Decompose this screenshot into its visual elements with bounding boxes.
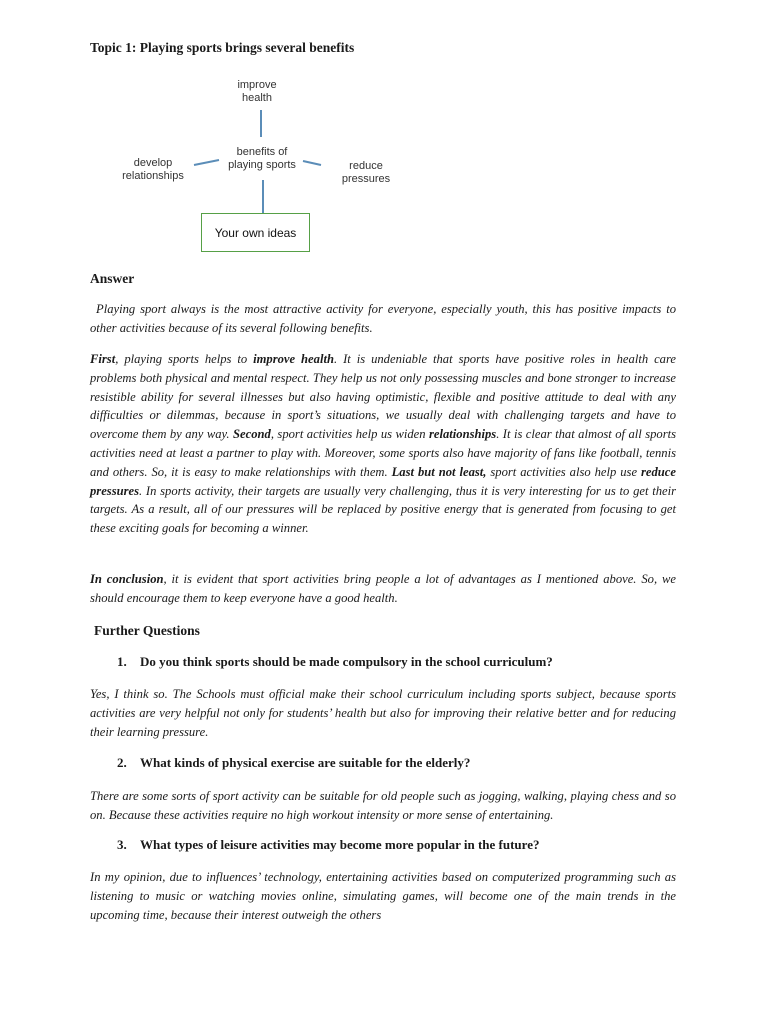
- node-right: [330, 160, 402, 186]
- answer-heading: Answer: [90, 271, 135, 286]
- conclusion-label: In conclusion: [90, 572, 164, 586]
- node-center-line1: benefits of: [236, 146, 288, 158]
- node-right-line1: reduce: [349, 160, 383, 172]
- node-center: [216, 146, 308, 172]
- intro-paragraph: Playing sport always is the most attractive activity for everyone, especially youth, this has positive impacts to other activities because of its several following benefits.: [90, 302, 676, 335]
- conclusion-paragraph: In conclusion, it is evident that sport activities bring people a lot of advantages as I mentioned above. So, we should encourage them to keep everyone have a good health.: [90, 572, 676, 605]
- node-top-line1: improve: [237, 79, 277, 91]
- answer-1: Yes, I think so. The Schools must official make their school curriculum including sports subject, because sports activities are very helpful not only for students’ health but also for improving their relative better and for reducing their learning pressure.: [90, 687, 676, 739]
- node-left: [112, 157, 194, 183]
- node-top-line2: health: [242, 92, 272, 104]
- further-questions-heading: Further Questions: [94, 623, 200, 638]
- question-2: 2. What kinds of physical exercise are suitable for the elderly?: [117, 755, 471, 770]
- node-center-line2: playing sports: [228, 159, 296, 171]
- answer-3: In my opinion, due to influences’ technology, entertaining activities based on computerized programming such as listening to music or watching movies online, simulating games, will become one of the main trends in the upcoming time, because their interest outweigh the others: [90, 870, 676, 922]
- your-own-ideas-box: Your own ideas: [201, 213, 310, 252]
- node-left-line2: relationships: [122, 170, 184, 182]
- node-left-line1: develop: [133, 157, 173, 169]
- improve-health-term: improve health: [253, 352, 334, 366]
- question-3: 3. What types of leisure activities may become more popular in the future?: [117, 837, 540, 852]
- body-paragraph: First, playing sports helps to improve health. It is undeniable that sports have positive roles in health care problems both physical and mental respect. They help us not only possessing muscles and bone stronger to increase resistible ability for several illnesses but also having optimistic, flexible and positive attitude to deal with any difficulties or dilemmas, because in sport’s situations, we usually deal with challenging targets and have to overcome them by any way. Second, sport activities help us widen relationships. It is clear that almost of all sports activities need at least a partner to play with. Moreover, some sports also have majority of fans like football, tennis and others. So, it is easy to make relationships with them. Last but not least, sport activities also help use reduce pressures. In sports activity, their targets are usually very challenging, thus it is very interesting for us to get their targets. As a result, all of our pressures will be replaced by positive energy that is generated from focusing to get these exciting goals for becoming a winner.: [90, 352, 677, 536]
- last-but-not-least-label: Last but not least,: [391, 464, 487, 479]
- answer-2: There are some sorts of sport activity can be suitable for old people such as jogging, walking, playing chess and so on. Because these activities require no high workout intensity or more sense of entertaining.: [90, 789, 676, 822]
- node-top: [226, 79, 288, 105]
- second-label: Second: [233, 427, 271, 442]
- reduce-pressures-term: reduce pressures: [90, 464, 676, 498]
- node-right-line2: pressures: [341, 173, 391, 185]
- page-title: Topic 1: Playing sports brings several benefits: [90, 40, 355, 55]
- benefits-diagram: [0, 0, 768, 270]
- relationships-term: relationships: [429, 427, 497, 442]
- first-label: First: [90, 352, 116, 366]
- question-1: 1. Do you think sports should be made compulsory in the school curriculum?: [117, 654, 553, 669]
